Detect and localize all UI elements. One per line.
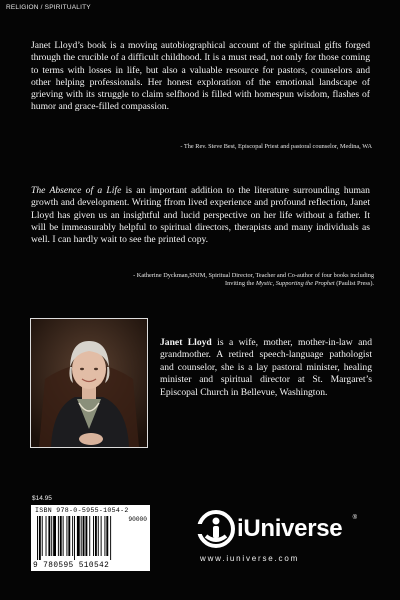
publisher-website: www.iuniverse.com (200, 554, 300, 563)
review-attribution-2-line2 (38, 280, 374, 288)
attribution-post: (Paulist Press). (334, 280, 374, 288)
price-label: $14.95 (32, 495, 52, 502)
price-code: 90000 (128, 516, 147, 523)
author-bio (160, 337, 372, 399)
barcode-number: 9 780595 510542 (33, 562, 110, 570)
isbn-label: ISBN 978-0-5955-1054-2 (35, 507, 129, 514)
author-name: Janet Lloyd (160, 337, 212, 348)
attribution-book-titles: Mystic, Supporting the Prophet (255, 280, 335, 288)
review-quote-1: Janet Lloyd’s book is a moving autobiographical account of the spiritual gifts forged through the crucible of a difficult childhood. It is a must read, not only for those coming to terms with losses in life, but also a valuable resource for pastors, counselors and other helping professionals. Her honest exploration of the emotional landscape of grieving with its struggle to claim selfhood is filled with homespun wisdom, flashes of humor and grace-filled compassion. (31, 40, 370, 113)
review-attribution-2-line1: - Katherine Dyckman,SNJM, Spiritual Director, Teacher and Co-author of four books including (133, 272, 374, 279)
attribution-pre: Inviting the (225, 280, 256, 288)
iuniverse-swirl-icon (197, 510, 235, 548)
review-quote-2-text: is an important addition to the literature surrounding human growth and development. Writing ffrom lived experience and profound reflection, Janet Lloyd has given us an insightful and lucid perspective on her life without a father. It will be immeasurably helpful to spiritual directors, therapists and many individuals as well. I can hardly wait to see the printed copy. (31, 185, 370, 246)
publisher-logo (197, 510, 357, 552)
category-label: RELIGION / SPIRITUALITY (6, 4, 91, 11)
publisher-name: iUniverse (237, 515, 343, 542)
registered-mark: ® (352, 515, 357, 521)
author-bio-text: is a wife, mother, mother-in-law and grandmother. A retired speech-language pathologist and counselor, she is a lay pastoral minister, healing minister and spiritual director at St. Margaret’s Episcopal Church in Bellevue, Washington. (160, 337, 372, 398)
book-title: The Absence of a Life (31, 185, 122, 196)
review-quote-2 (31, 185, 370, 246)
author-photo (30, 318, 148, 448)
barcode (31, 505, 150, 571)
review-attribution-2 (38, 272, 374, 288)
review-attribution-1: - The Rev. Steve Best, Episcopal Priest and pastoral counselor, Medina, WA (180, 143, 372, 150)
